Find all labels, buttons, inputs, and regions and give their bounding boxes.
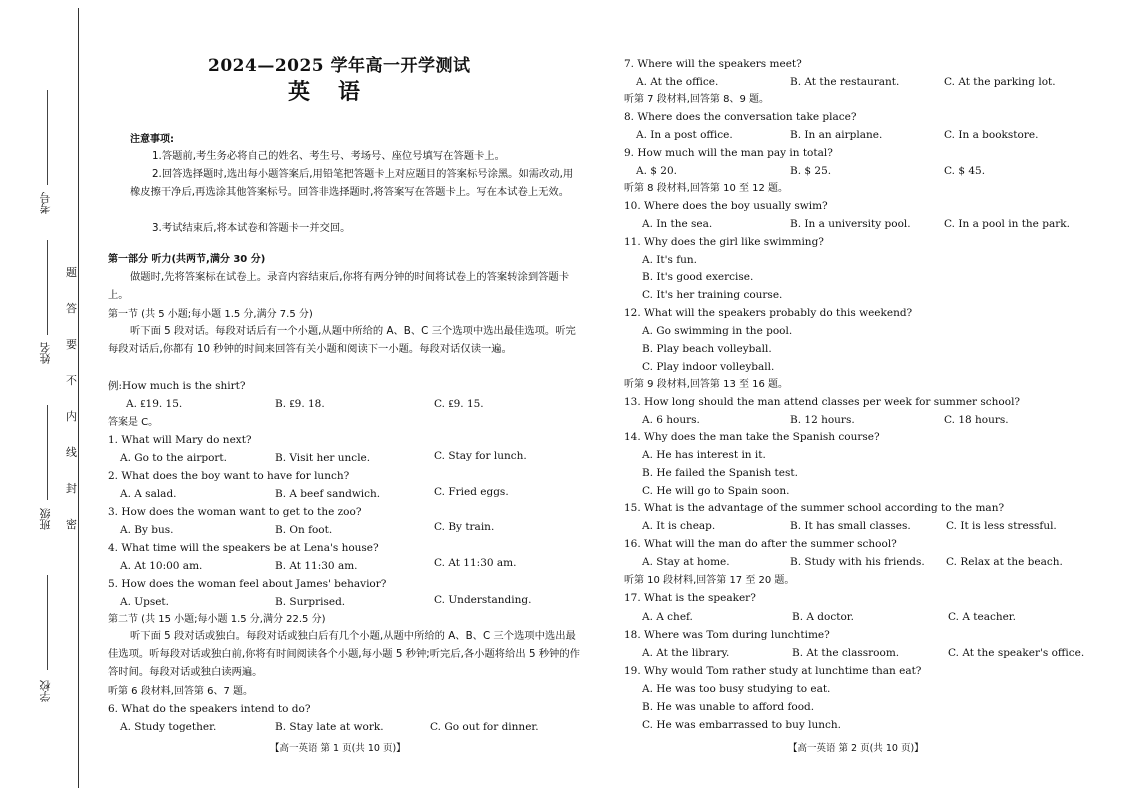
q16-option-a: A. Stay at home. <box>642 556 730 568</box>
material-8: 听第 8 段材料,回答第 10 至 12 题。 <box>624 183 789 194</box>
question-8: 8. Where does the conversation take place? <box>624 111 857 123</box>
seal-char: 不 <box>66 374 77 387</box>
q6-option-b: B. Stay late at work. <box>275 721 384 733</box>
q7-option-a: A. At the office. <box>636 76 719 88</box>
q6-option-c: C. Go out for dinner. <box>430 721 539 733</box>
question-12: 12. What will the speakers probably do this weekend? <box>624 307 913 319</box>
question-9: 9. How much will the man pay in total? <box>624 147 833 159</box>
q4-option-c: C. At 11:30 am. <box>434 557 517 569</box>
q8-option-c: C. In a bookstore. <box>944 129 1039 141</box>
q4-option-b: B. At 11:30 am. <box>275 560 358 572</box>
q13-option-b: B. 12 hours. <box>790 414 855 426</box>
example-answer: 答案是 C。 <box>108 417 159 428</box>
q3-option-a: A. By bus. <box>120 524 174 536</box>
question-19: 19. Why would Tom rather study at lunchtime than eat? <box>624 665 922 677</box>
q15-option-b: B. It has small classes. <box>790 520 911 532</box>
material-9: 听第 9 段材料,回答第 13 至 16 题。 <box>624 379 789 390</box>
seal-char: 封 <box>66 482 77 495</box>
name-line <box>47 240 48 335</box>
page-2-footer: 【高一英语 第 2 页(共 10 页)】 <box>788 743 924 754</box>
exam-title: 2024—2025 学年高一开学测试 <box>208 56 471 76</box>
seal-char: 答 <box>66 302 77 315</box>
q7-option-b: B. At the restaurant. <box>790 76 900 88</box>
example-question: 例:How much is the shirt? <box>108 380 246 392</box>
q9-option-a: A. $ 20. <box>636 165 677 177</box>
question-10: 10. Where does the boy usually swim? <box>624 200 828 212</box>
q16-option-c: C. Relax at the beach. <box>946 556 1063 568</box>
class-label: 班级 <box>39 508 52 530</box>
material-10: 听第 10 段材料,回答第 17 至 20 题。 <box>624 575 795 586</box>
part1-heading: 第一部分 听力(共两节,满分 30 分) <box>108 254 266 265</box>
q4-option-a: A. At 10:00 am. <box>120 560 203 572</box>
q12-option-c: C. Play indoor volleyball. <box>642 361 775 373</box>
q19-option-b: B. He was unable to afford food. <box>642 701 815 713</box>
seal-line <box>78 8 79 788</box>
q12-option-a: A. Go swimming in the pool. <box>642 325 793 337</box>
q17-option-b: B. A doctor. <box>792 611 854 623</box>
class-line <box>47 405 48 500</box>
school-label: 学校 <box>39 680 52 702</box>
example-option-b: B. ₤9. 18. <box>275 398 325 410</box>
question-7: 7. Where will the speakers meet? <box>624 58 802 70</box>
q10-option-b: B. In a university pool. <box>790 218 911 230</box>
question-1: 1. What will Mary do next? <box>108 434 252 446</box>
q19-option-a: A. He was too busy studying to eat. <box>642 683 831 695</box>
seal-char: 内 <box>66 410 77 423</box>
q11-option-b: B. It's good exercise. <box>642 271 754 283</box>
example-option-a: A. ₤19. 15. <box>126 398 183 410</box>
q18-option-b: B. At the classroom. <box>792 647 900 659</box>
question-18: 18. Where was Tom during lunchtime? <box>624 629 830 641</box>
question-15: 15. What is the advantage of the summer school according to the man? <box>624 502 1005 514</box>
part1-intro: 做题时,先将答案标在试卷上。录音内容结束后,你将有两分钟的时间将试卷上的答案转涂到答题卡上。 <box>108 271 570 301</box>
q3-option-c: C. By train. <box>434 521 495 533</box>
question-3: 3. How does the woman want to get to the zoo? <box>108 506 362 518</box>
q8-option-b: B. In an airplane. <box>790 129 883 141</box>
q14-option-a: A. He has interest in it. <box>642 449 766 461</box>
question-16: 16. What will the man do after the summer school? <box>624 538 897 550</box>
section1-intro: 听下面 5 段对话。每段对话后有一个小题,从题中所给的 A、B、C 三个选项中选出最佳选项。听完每段对话后,你都有 10 秒钟的时间来回答有关小题和阅读下一小题。每段对话仅读一遍。 <box>108 325 576 355</box>
school-line <box>47 575 48 670</box>
question-6: 6. What do the speakers intend to do? <box>108 703 311 715</box>
question-5: 5. How does the woman feel about James' behavior? <box>108 578 387 590</box>
subject-title: 英语 <box>288 79 389 105</box>
q9-option-b: B. $ 25. <box>790 165 832 177</box>
q11-option-c: C. It's her training course. <box>642 289 783 301</box>
seal-char: 题 <box>66 266 77 279</box>
seal-char: 要 <box>66 338 77 351</box>
q6-option-a: A. Study together. <box>120 721 217 733</box>
q17-option-a: A. A chef. <box>642 611 693 623</box>
seal-char: 密 <box>66 518 77 531</box>
notice-item-2: 2.回答选择题时,选出每小题答案后,用铅笔把答题卡上对应题目的答案标号涂黑。如需改动,用橡皮擦干净后,再选涂其他答案标号。回答非选择题时,将答案写在答题卡上。写在本试卷上无效。 <box>130 168 574 198</box>
name-label: 姓名 <box>39 342 52 364</box>
material-6: 听第 6 段材料,回答第 6、7 题。 <box>108 686 253 697</box>
q12-option-b: B. Play beach volleyball. <box>642 343 772 355</box>
q5-option-c: C. Understanding. <box>434 594 532 606</box>
notice-item-1: 1.答题前,考生务必将自己的姓名、考生号、考场号、座位号填写在答题卡上。 <box>152 150 505 162</box>
q2-option-a: A. A salad. <box>120 488 177 500</box>
q15-option-c: C. It is less stressful. <box>946 520 1057 532</box>
question-17: 17. What is the speaker? <box>624 592 756 604</box>
question-14: 14. Why does the man take the Spanish course? <box>624 431 880 443</box>
example-option-c: C. ₤9. 15. <box>434 398 484 410</box>
q7-option-c: C. At the parking lot. <box>944 76 1056 88</box>
q1-option-b: B. Visit her uncle. <box>275 452 371 464</box>
q16-option-b: B. Study with his friends. <box>790 556 925 568</box>
page-1-footer: 【高一英语 第 1 页(共 10 页)】 <box>270 743 406 754</box>
seal-char: 线 <box>66 446 77 459</box>
q19-option-c: C. He was embarrassed to buy lunch. <box>642 719 842 731</box>
q2-option-c: C. Fried eggs. <box>434 486 509 498</box>
q10-option-a: A. In the sea. <box>642 218 713 230</box>
q3-option-b: B. On foot. <box>275 524 333 536</box>
section2-heading: 第二节 (共 15 小题;每小题 1.5 分,满分 22.5 分) <box>108 614 326 625</box>
q5-option-a: A. Upset. <box>120 596 169 608</box>
binding-gutter <box>0 0 100 794</box>
notice-item-3: 3.考试结束后,将本试卷和答题卡一并交回。 <box>152 222 351 234</box>
q10-option-c: C. In a pool in the park. <box>944 218 1070 230</box>
q5-option-b: B. Surprised. <box>275 596 346 608</box>
q18-option-c: C. At the speaker's office. <box>948 647 1085 659</box>
q13-option-c: C. 18 hours. <box>944 414 1009 426</box>
section1-heading: 第一节 (共 5 小题;每小题 1.5 分,满分 7.5 分) <box>108 309 313 320</box>
section2-intro: 听下面 5 段对话或独白。每段对话或独白后有几个小题,从题中所给的 A、B、C 三个选项中选出最佳选项。听每段对话或独白前,你将有时间阅读各个小题,每小题 5 秒钟;听完后,各小题将给出 5 秒钟的作答时间。每段对话或独白读两遍。 <box>108 630 580 678</box>
q9-option-c: C. $ 45. <box>944 165 986 177</box>
q8-option-a: A. In a post office. <box>636 129 733 141</box>
notice-heading: 注意事项: <box>130 134 174 145</box>
question-11: 11. Why does the girl like swimming? <box>624 236 824 248</box>
q1-option-a: A. Go to the airport. <box>120 452 227 464</box>
question-4: 4. What time will the speakers be at Lena's house? <box>108 542 379 554</box>
material-7: 听第 7 段材料,回答第 8、9 题。 <box>624 94 769 105</box>
q14-option-b: B. He failed the Spanish test. <box>642 467 798 479</box>
q2-option-b: B. A beef sandwich. <box>275 488 381 500</box>
question-2: 2. What does the boy want to have for lunch? <box>108 470 350 482</box>
q15-option-a: A. It is cheap. <box>642 520 716 532</box>
q17-option-c: C. A teacher. <box>948 611 1017 623</box>
question-13: 13. How long should the man attend classes per week for summer school? <box>624 396 1021 408</box>
exam-no-line <box>47 90 48 185</box>
q18-option-a: A. At the library. <box>642 647 730 659</box>
q14-option-c: C. He will go to Spain soon. <box>642 485 790 497</box>
q1-option-c: C. Stay for lunch. <box>434 450 527 462</box>
exam-no-label: 考号 <box>39 192 52 214</box>
q13-option-a: A. 6 hours. <box>642 414 700 426</box>
q11-option-a: A. It's fun. <box>642 254 697 266</box>
